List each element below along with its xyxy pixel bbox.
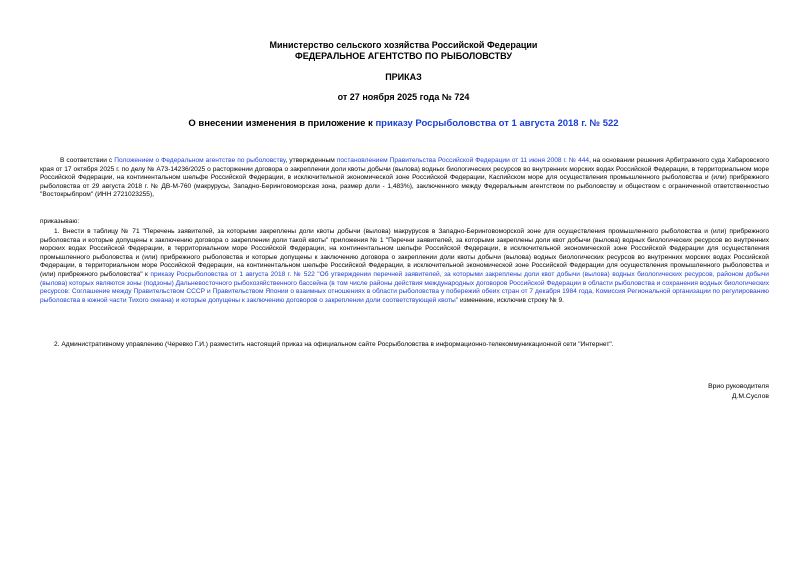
signature-block — [708, 382, 769, 402]
ministry-name: Министерство сельского хозяйства Российской Федерации — [269, 40, 538, 50]
order-date-number: от 27 ноября 2025 года № 724 — [337, 92, 470, 102]
document-header — [0, 40, 807, 62]
paragraph-item-1 — [40, 228, 769, 305]
item1-text-2: изменение, исключив строку № 9. — [458, 296, 565, 304]
decree-word: приказываю: — [40, 218, 80, 225]
order-522-title-link[interactable]: "Об утверждении перечней заявителей, за которыми закреплены доли квот добычи (вылова) водных биологических ресурсов, районом добычи (вылова) которых являются зоны (подзоны) Дальневосточного рыбохозяйственного бассейна (в том числе районы действия международных договоров Российской Федерации в области рыболовства и сохранения водных биологических ресурсов: Соглашение между Правительством СССР и Правительством Японии о взаимных отношениях в области рыболовства у побережий обеих стран от 7 декабря 1984 года, Комиссия Региональной организации по регулированию рыболовства в южной части Тихого океана) и которые допущены к заключению договоров о закреплении доли соответствующей квоты" — [40, 270, 769, 304]
signer-position: Врио руководителя — [708, 383, 769, 390]
paragraph-preamble — [40, 157, 769, 200]
item1-text-1: 1. Внести в таблицу № 71 "Перечень заявителей, за которыми закреплены доли квоты добычи (вылова) макрурусов в Западно-Беринговоморской зоне для осуществления промышленного рыболовства и (или) прибрежного рыболовства и которые допущены к заключению договора о закреплении доли такой квоты" приложения № 1 "Перечни заявителей, за которыми закреплены доли квот добычи (вылова) водных биологических ресурсов во внутренних морских водах Российской Федерации, в территориальном море Российской Федерации, на континентальном шельфе Российской Федерации, в исключительной экономической зоне Российской Федерации для осуществления промышленного рыболовства и (или) прибрежного рыболовства и которые допущены к заключению договора о закреплении доли квоты добычи (вылова) водных биологических ресурсов во внутренних морских водах Российской Федерации, в территориальном море Российской Федерации, на континентальном шельфе Российской Федерации, в исключительной экономической зоне Российской Федерации для осуществления промышленного рыболовства и (или) прибрежного рыболовства" к — [40, 228, 769, 278]
doc-type: ПРИКАЗ — [385, 72, 422, 82]
document-title — [0, 118, 807, 129]
agency-name: ФЕДЕРАЛЬНОЕ АГЕНТСТВО ПО РЫБОЛОВСТВУ — [295, 51, 512, 61]
title-prefix: О внесении изменения в приложение к — [188, 118, 376, 129]
preamble-text-1: В соответствии с — [60, 157, 115, 164]
signer-name: Д.М.Суслов — [731, 393, 769, 400]
title-order-link[interactable]: приказу Росрыболовства от 1 августа 2018 г. № 522 — [375, 118, 619, 129]
preamble-text-3: , на основании решения Арбитражного суда Хабаровского края от 17 октября 2025 г. по делу № А73-14236/2025 о расторжении договора о закреплении доли квоты добычи (вылова) водных биологических ресурсов во внутренних морских водах Российской Федерации, в территориальном море Российской Федерации, на континентальном шельфе Российской Федерации, в исключительной экономической зоне Российской Федерации, Каспийском море для осуществления промышленного рыболовства и (или) прибрежного рыболовства от 29 августа 2018 г. № ДВ-М-760 (макрурусы, Западно-Беринговоморская зона, размер доли - 1,483%), заключенного между Федеральным агентством по рыболовству и обществом с ограниченной ответственностью "Востокрыбпром" (ИНН 2721023255), — [40, 157, 770, 199]
order-522-link[interactable]: приказу Росрыболовства от 1 августа 2018 г. № 522 — [150, 270, 315, 278]
preamble-text-2: , утвержденным — [285, 157, 337, 164]
government-decree-link[interactable]: постановлением Правительства Российской Федерации от 11 июня 2008 г. № 444 — [336, 157, 590, 164]
regulation-link[interactable]: Положением о Федеральном агентстве по рыболовству — [114, 157, 286, 164]
paragraph-item-2: 2. Административному управлению (Черевко Г.И.) разместить настоящий приказ на официальном сайте Росрыболовства в информационно-телекоммуникационной сети "Интернет". — [54, 341, 614, 348]
